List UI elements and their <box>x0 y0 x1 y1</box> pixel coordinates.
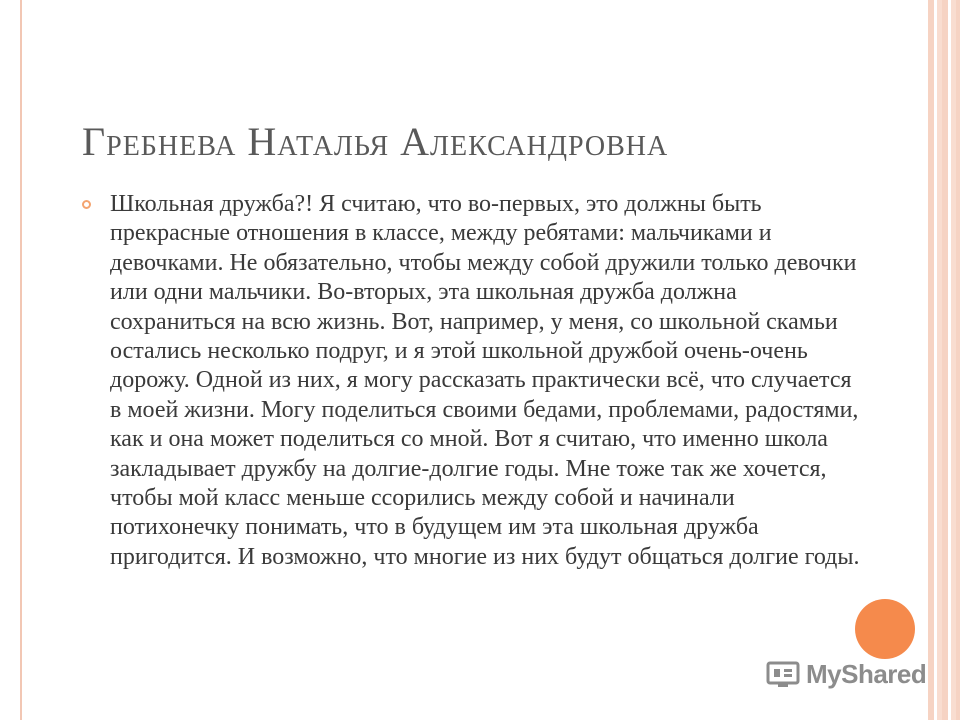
watermark <box>766 656 926 692</box>
left-frame-border <box>0 0 22 720</box>
right-frame-stripes <box>928 0 960 720</box>
orange-circle-decoration <box>855 599 915 659</box>
myshared-logo-icon <box>766 659 800 689</box>
watermark-text: MyShared <box>806 658 927 689</box>
bullet-item <box>82 190 862 572</box>
circle-bullet-icon <box>82 200 91 209</box>
slide-title: Гребнева Наталья Александровна <box>82 119 669 164</box>
slide <box>22 18 928 720</box>
bullet-text: Школьная дружба?! Я считаю, что во-первых, это должны быть прекрасные отношения в классе, между ребятами: мальчиками и девочками. Не обязательно, чтобы между собой дружили только девочки или одни мальчики. Во-вторых, эта школьная дружба должна сохраниться на всю жизнь. Вот, например, у меня, со школьной скамьи остались несколько подруг, и я этой школьной дружбой очень-очень дорожу. Одной из них, я могу рассказать практически всё, что случается в моей жизни. Могу поделиться своими бедами, проблемами, радостями, как и она может поделиться со мной. Вот я считаю, что именно школа закладывает дружбу на долгие-долгие годы. Мне тоже так же хочется, чтобы мой класс меньше ссорились между собой и начинали потихонечку понимать, что в будущем им эта школьная дружба пригодится. И возможно, что многие из них будут общаться долгие годы. <box>110 191 860 570</box>
